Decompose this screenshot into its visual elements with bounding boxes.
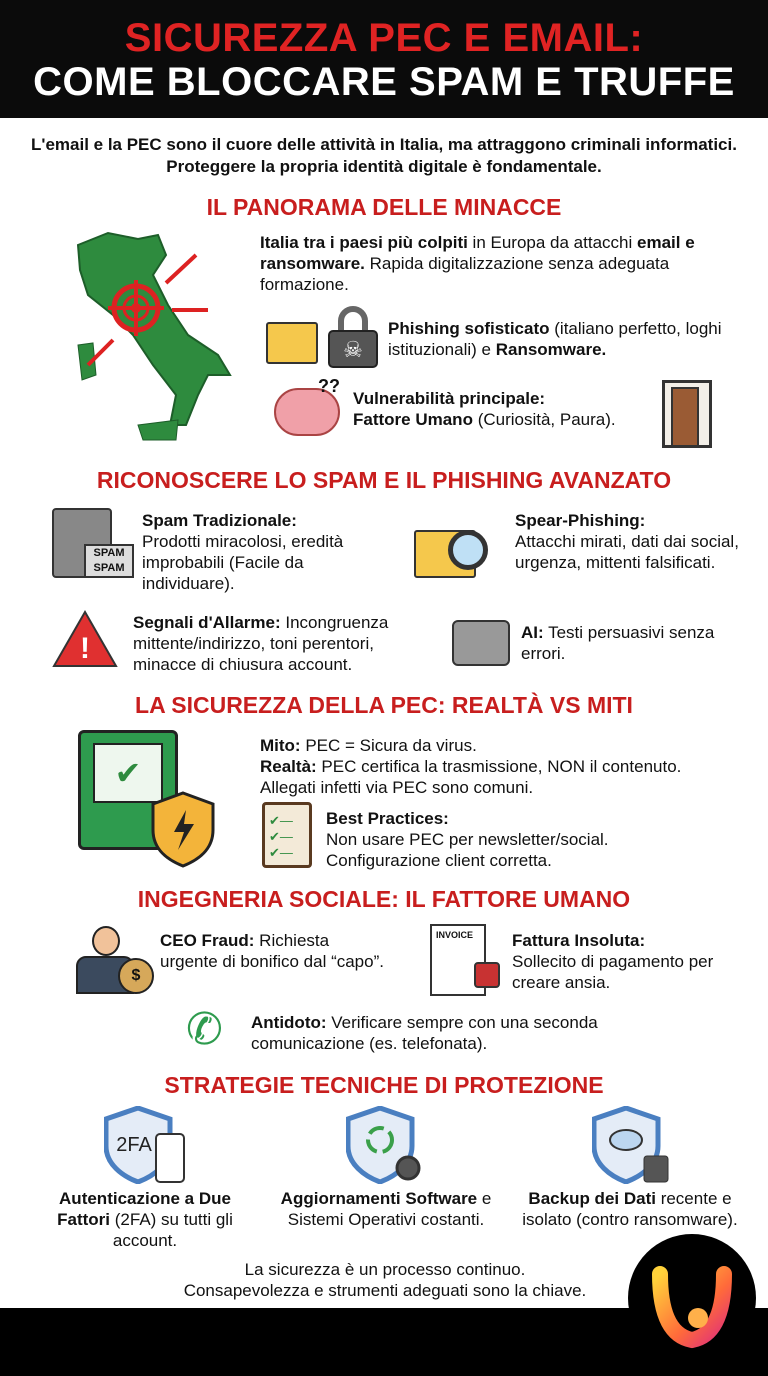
svg-text:!: !: [80, 632, 90, 665]
money-bag-icon: $: [118, 958, 154, 994]
warning-icon: [50, 608, 120, 670]
shield-cloud-backup-icon: [592, 1106, 676, 1184]
threats-paragraph: Italia tra i paesi più colpiti in Europa da attacchi email e ransomware. Rapida digitalizzazione senza adeguata formazione.: [260, 233, 695, 294]
ceo-fraud-text: CEO Fraud: Richiesta urgente di bonifico dal “capo”.: [160, 931, 384, 971]
title-line1: SICUREZZA PEC E EMAIL:: [124, 16, 644, 60]
phishing-email-hook-icon: [266, 322, 318, 364]
unpaid-invoice-text: Fattura Insoluta: Sollecito di pagamento per creare ansia.: [512, 931, 714, 992]
invoice-icon: INVOICE: [430, 924, 486, 996]
shield-update-gear-icon: [346, 1106, 430, 1184]
phone-call-icon: ✆: [186, 1005, 223, 1054]
robot-ai-icon: [452, 620, 510, 666]
stamp-icon: [474, 962, 500, 988]
section-heading-spam: RICONOSCERE LO SPAM E IL PHISHING AVANZATO: [96, 467, 672, 493]
ransomware-padlock-icon: ☠: [328, 306, 378, 368]
section-heading-strategies: STRATEGIE TECNICHE DI PROTEZIONE: [164, 1072, 604, 1098]
ai-text: AI: Testi persuasivi senza errori.: [521, 623, 715, 663]
caption-updates: Aggiornamenti Software e Sistemi Operativi costanti.: [280, 1189, 492, 1229]
shield-2fa-phone-icon: [104, 1106, 188, 1184]
pec-certified-email-icon: ✔: [78, 730, 178, 850]
question-marks-icon: ??: [318, 376, 340, 396]
section-heading-pec: LA SICUREZZA DELLA PEC: REALTÀ VS MITI: [135, 692, 633, 718]
shield-lightning-icon: [150, 790, 216, 868]
phishing-paragraph: Phishing sofisticato (italiano perfetto, loghi istituzionali) e Ransomware.: [388, 319, 722, 359]
open-door-icon: [662, 380, 712, 448]
intro-text: L'email e la PEC sono il cuore delle attività in Italia, ma attraggono criminali informatici. Proteggere la propria identità digitale è fondamentale.: [31, 135, 737, 176]
logo-u-icon: [628, 1234, 756, 1362]
brand-logo: [628, 1234, 756, 1362]
checklist-clipboard-icon: ✔— ✔— ✔—: [262, 802, 312, 868]
header: [0, 0, 768, 118]
footer-message: La sicurezza è un processo continuo. Consapevolezza e strumenti adeguati sono la chiave.: [183, 1260, 587, 1300]
spam-traditional-text: Spam Tradizionale: Prodotti miracolosi, eredità improbabili (Facile da individuare).: [142, 511, 344, 593]
best-practices-text: Best Practices: Non usare PEC per newsletter/social. Configurazione client corretta.: [326, 809, 609, 870]
italy-map-target-icon: [58, 225, 238, 450]
svg-text:2FA: 2FA: [116, 1134, 152, 1156]
title-line2: COME BLOCCARE SPAM E TRUFFE: [33, 60, 735, 104]
alarm-signals-text: Segnali d'Allarme: Incongruenza mittente/indirizzo, toni perentori, minacce di chiusura account.: [133, 613, 389, 674]
section-heading-threats: IL PANORAMA DELLE MINACCE: [206, 194, 562, 220]
antidote-text: Antidoto: Verificare sempre con una seconda comunicazione (es. telefonata).: [251, 1013, 598, 1053]
caption-2fa: Autenticazione a Due Fattori (2FA) su tutti gli account.: [57, 1189, 233, 1250]
vulnerability-paragraph: Vulnerabilità principale: Fattore Umano (Curiosità, Paura).: [353, 389, 616, 429]
caption-backup: Backup dei Dati recente e isolato (contro ransomware).: [522, 1189, 738, 1229]
spam-box-icon: SPAM SPAM: [84, 544, 134, 578]
magnifier-icon: [448, 530, 488, 570]
pec-myth-reality-text: Mito: PEC = Sicura da virus. Realtà: PEC certifica la trasmissione, NON il contenuto. Allegati infetti via PEC sono comuni.: [260, 736, 682, 797]
section-heading-social-engineering: INGEGNERIA SOCIALE: IL FATTORE UMANO: [137, 886, 631, 912]
spear-phishing-text: Spear-Phishing: Attacchi mirati, dati dai social, urgenza, mittenti falsificati.: [515, 511, 739, 572]
